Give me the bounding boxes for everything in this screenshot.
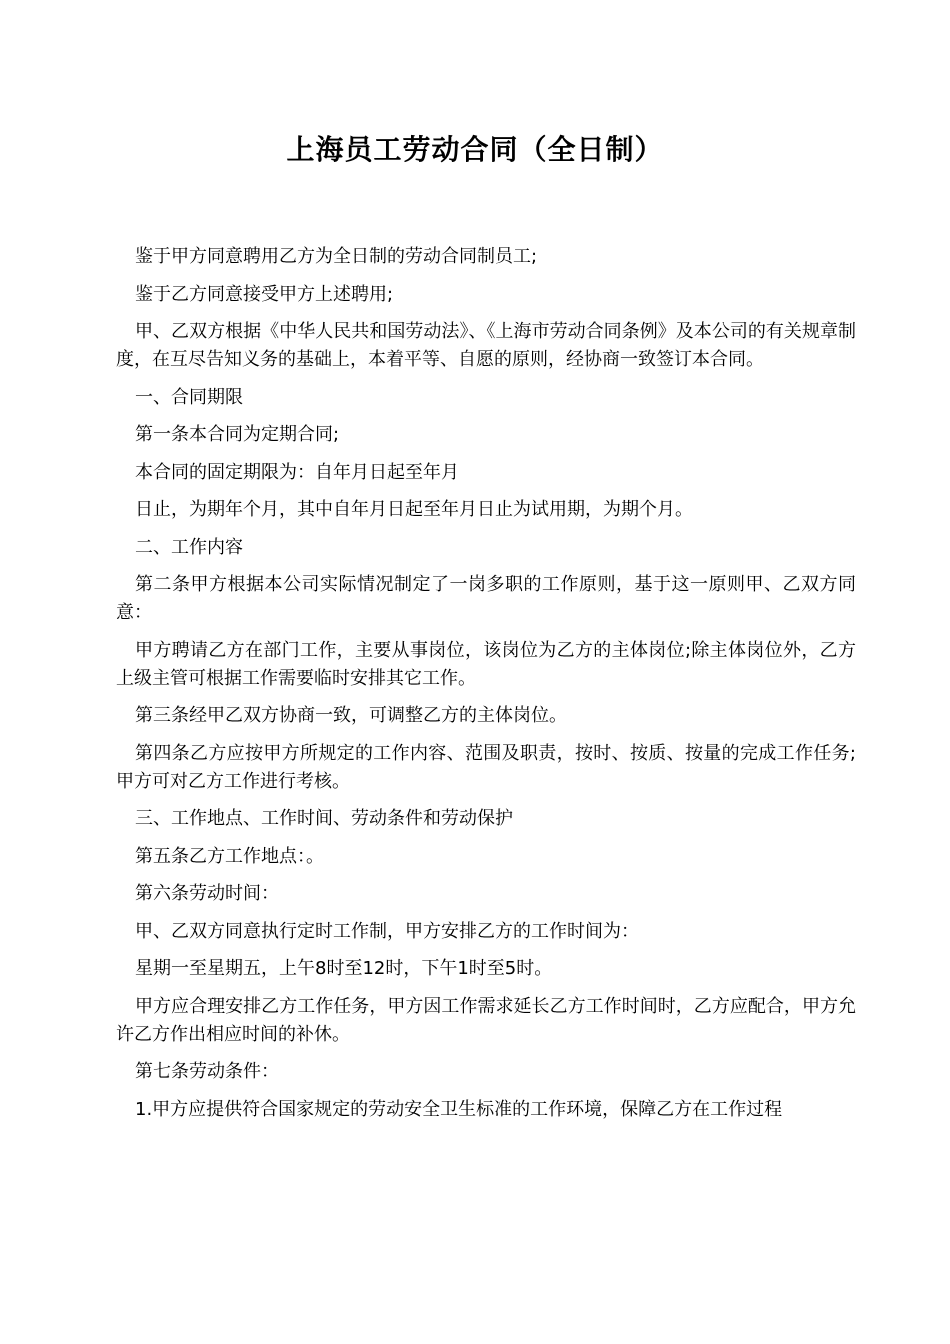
section-heading-workplace: 三、工作地点、工作时间、劳动条件和劳动保护 (135, 808, 513, 829)
paragraph-fixed-term: 本合同的固定期限为：自年月日起至年月 (135, 461, 459, 483)
paragraph-position: 甲方聘请乙方在部门工作，主要从事岗位，该岗位为乙方的主体岗位;除主体岗位外，乙方上级主管可根据工作需要临时安排其它工作。 (116, 639, 856, 689)
document-title: 上海员工劳动合同（全日制） (286, 133, 664, 166)
section-heading-work-content: 二、工作内容 (135, 536, 243, 558)
document-body (116, 243, 856, 1133)
article-7: 第七条劳动条件： (135, 1061, 279, 1082)
article-6: 第六条劳动时间： (135, 883, 279, 904)
paragraph-probation: 日止，为期年个月，其中自年月日起至年月日止为试用期，为期个月。 (135, 499, 693, 520)
article-1: 第一条本合同为定期合同; (135, 424, 340, 445)
section-heading-contract-term: 一、合同期限 (135, 386, 243, 408)
paragraph-overtime: 甲方应合理安排乙方工作任务，甲方因工作需求延长乙方工作时间时，乙方应配合，甲方允许乙方作出相应时间的补休。 (116, 995, 856, 1045)
article-2: 第二条甲方根据本公司实际情况制定了一岗多职的工作原则，基于这一原则甲、乙双方同意： (116, 574, 856, 623)
paragraph-schedule: 星期一至星期五，上午8时至12时，下午1时至5时。 (135, 958, 553, 979)
paragraph-working-hours: 甲、乙双方同意执行定时工作制，甲方安排乙方的工作时间为： (135, 920, 639, 942)
paragraph-safety: 1.甲方应提供符合国家规定的劳动安全卫生标准的工作环境，保障乙方在工作过程 (135, 1098, 783, 1120)
article-5: 第五条乙方工作地点：。 (135, 845, 324, 867)
article-4: 第四条乙方应按甲方所规定的工作内容、范围及职责，按时、按质、按量的完成工作任务;甲方可对乙方工作进行考核。 (116, 742, 856, 792)
paragraph-3: 甲、乙双方根据《中华人民共和国劳动法》、《上海市劳动合同条例》及本公司的有关规章制度，在互尽告知义务的基础上，本着平等、自愿的原则，经协商一致签订本合同。 (116, 321, 856, 370)
article-3: 第三条经甲乙双方协商一致，可调整乙方的主体岗位。 (135, 705, 567, 726)
paragraph-1: 鉴于甲方同意聘用乙方为全日制的劳动合同制员工; (135, 246, 538, 267)
paragraph-2: 鉴于乙方同意接受甲方上述聘用; (135, 283, 394, 305)
